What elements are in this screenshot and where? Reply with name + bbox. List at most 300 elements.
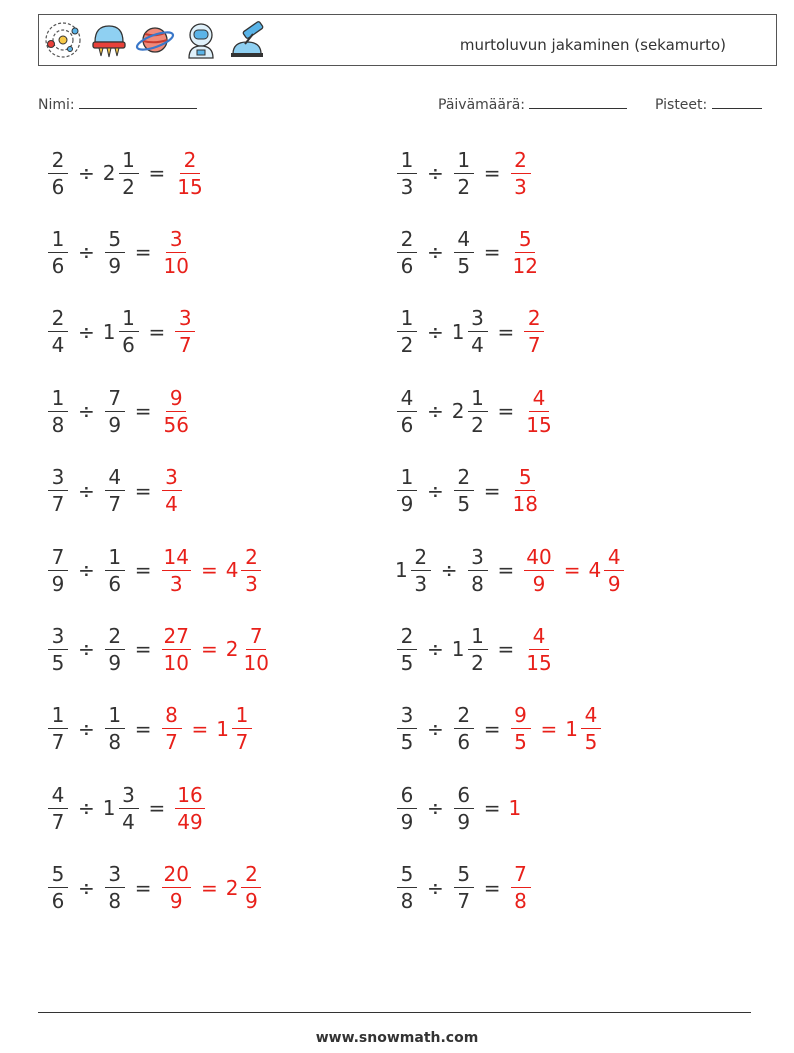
numerator: 3 (468, 547, 488, 571)
numerator: 4 (604, 547, 624, 571)
fraction (454, 862, 474, 914)
fraction (468, 623, 488, 675)
whole-number: 4 (225, 558, 239, 582)
numerator: 1 (397, 150, 417, 174)
denominator: 2 (122, 174, 135, 199)
denominator: 8 (108, 730, 122, 755)
fraction (162, 862, 191, 914)
numerator: 3 (175, 308, 195, 332)
divide-sign: ÷ (427, 875, 444, 900)
fraction (397, 862, 417, 914)
denominator: 10 (243, 650, 269, 675)
equals-sign: = (134, 399, 152, 424)
denominator: 4 (471, 333, 484, 358)
whole-number: 1 (102, 319, 116, 344)
denominator: 3 (400, 174, 414, 199)
numerator: 7 (246, 626, 266, 650)
problem-item (395, 697, 603, 761)
score-label: Pisteet: (655, 97, 708, 113)
footer-divider (38, 1012, 751, 1013)
denominator: 9 (169, 889, 183, 914)
denominator: 15 (526, 650, 552, 675)
denominator: 5 (51, 650, 65, 675)
divide-sign: ÷ (78, 796, 95, 821)
fraction (162, 385, 191, 437)
numerator: 9 (166, 388, 186, 412)
equals-sign: = (497, 558, 515, 582)
equals-sign: = (497, 399, 515, 424)
answer (160, 703, 255, 755)
numerator: 1 (119, 150, 139, 174)
denominator: 7 (108, 492, 122, 517)
numerator: 3 (119, 785, 139, 809)
problem-item (46, 856, 263, 920)
answer (509, 465, 542, 517)
fraction (48, 544, 68, 596)
problem-item (46, 459, 184, 523)
answer (160, 226, 193, 278)
numerator: 27 (163, 623, 189, 648)
answer (160, 862, 264, 914)
fraction (48, 465, 68, 517)
fraction (511, 147, 531, 199)
divide-sign: ÷ (78, 399, 95, 424)
fraction (175, 147, 204, 199)
score-blank[interactable] (712, 95, 762, 109)
numerator: 2 (105, 626, 125, 650)
equals-sign: = (134, 240, 152, 265)
numerator: 2 (48, 150, 68, 174)
fraction (511, 862, 531, 914)
fraction (105, 465, 125, 517)
fraction (105, 385, 125, 437)
fraction (241, 862, 261, 914)
denominator: 9 (108, 412, 122, 437)
fraction (511, 465, 540, 517)
denominator: 2 (471, 650, 484, 675)
numerator: 3 (166, 229, 186, 253)
fraction (48, 623, 68, 675)
fraction (511, 226, 540, 278)
fraction (105, 703, 125, 755)
answer-equals-sign: = (563, 558, 581, 582)
denominator: 5 (457, 253, 471, 278)
denominator: 3 (514, 174, 527, 199)
answer (509, 147, 533, 199)
numerator: 5 (397, 864, 417, 888)
fraction (397, 306, 417, 358)
fraction (604, 544, 624, 596)
answer (522, 544, 626, 596)
date-field (438, 95, 627, 113)
divide-sign: ÷ (427, 478, 444, 503)
fraction (48, 226, 68, 278)
divide-sign: ÷ (427, 319, 444, 344)
answer (509, 796, 523, 820)
denominator: 2 (457, 174, 471, 199)
numerator: 3 (48, 626, 68, 650)
fraction (397, 623, 417, 675)
date-blank[interactable] (529, 95, 627, 109)
numerator: 4 (529, 388, 549, 412)
problem-item (46, 379, 193, 443)
equals-sign: = (134, 637, 152, 662)
fraction (105, 226, 125, 278)
equals-sign: = (483, 478, 501, 503)
problem-item (395, 459, 542, 523)
answer (509, 226, 542, 278)
denominator: 7 (178, 333, 192, 358)
fraction (175, 782, 204, 834)
numerator: 1 (454, 150, 474, 174)
whole-number: 2 (225, 875, 239, 900)
fraction (48, 862, 68, 914)
problem-item (46, 617, 273, 681)
denominator: 18 (512, 492, 538, 517)
equals-sign: = (134, 875, 152, 900)
denominator: 3 (245, 571, 258, 596)
divide-sign: ÷ (427, 399, 444, 424)
denominator: 5 (400, 650, 414, 675)
numerator: 9 (511, 705, 531, 729)
answer (160, 544, 264, 596)
numerator: 1 (397, 308, 417, 332)
problem-item (46, 300, 197, 364)
fraction (48, 703, 68, 755)
equals-sign: = (148, 319, 166, 344)
fraction (397, 465, 417, 517)
denominator: 8 (471, 571, 484, 596)
numerator: 1 (397, 467, 417, 491)
fraction (162, 544, 191, 596)
numerator: 4 (105, 467, 125, 491)
problem-item (46, 141, 207, 205)
denominator: 4 (165, 492, 178, 517)
denominator: 9 (400, 809, 414, 834)
numerator: 5 (515, 467, 535, 491)
date-label: Päivämäärä: (438, 97, 525, 113)
fraction (397, 385, 417, 437)
fraction (454, 782, 474, 834)
denominator: 5 (400, 730, 414, 755)
numerator: 2 (397, 229, 417, 253)
fraction (524, 306, 544, 358)
fraction (162, 623, 191, 675)
numerator: 4 (397, 388, 417, 412)
numerator: 3 (397, 705, 417, 729)
numerator: 2 (454, 705, 474, 729)
numerator: 16 (177, 782, 203, 807)
numerator: 1 (48, 229, 68, 253)
answer (173, 306, 197, 358)
equals-sign: = (483, 875, 501, 900)
whole-number: 1 (102, 796, 116, 821)
denominator: 15 (526, 412, 552, 437)
numerator: 4 (581, 705, 601, 729)
divide-sign: ÷ (78, 716, 95, 741)
denominator: 4 (122, 809, 135, 834)
answer-equals-sign: = (540, 716, 558, 741)
fraction (48, 385, 68, 437)
numerator: 4 (48, 785, 68, 809)
fraction (468, 385, 488, 437)
denominator: 6 (51, 174, 65, 199)
denominator: 56 (163, 412, 189, 437)
divide-sign: ÷ (427, 716, 444, 741)
answer-equals-sign: = (200, 558, 218, 582)
denominator: 10 (163, 253, 189, 278)
header-icons (43, 20, 267, 60)
denominator: 8 (108, 889, 122, 914)
denominator: 7 (51, 730, 65, 755)
divide-sign: ÷ (440, 558, 458, 582)
divide-sign: ÷ (78, 161, 95, 185)
worksheet-title: murtoluvun jakaminen (sekamurto) (459, 36, 726, 54)
fraction (232, 703, 252, 755)
denominator: 10 (163, 650, 189, 675)
denominator: 6 (122, 333, 135, 358)
denominator: 6 (108, 571, 122, 596)
numerator: 5 (48, 864, 68, 888)
footer-url: www.snowmath.com (315, 1030, 479, 1046)
problem-item (395, 220, 542, 284)
answer-equals-sign: = (200, 637, 218, 662)
denominator: 3 (414, 571, 428, 596)
numerator: 2 (241, 864, 261, 888)
numerator: 3 (162, 467, 182, 491)
denominator: 5 (457, 492, 471, 517)
solar-system-icon (43, 20, 83, 60)
divide-sign: ÷ (78, 478, 95, 503)
answer (509, 862, 533, 914)
problem-item (395, 141, 533, 205)
fraction (162, 465, 182, 517)
denominator: 7 (457, 889, 471, 914)
numerator: 1 (48, 388, 68, 412)
equals-sign: = (134, 478, 152, 503)
denominator: 8 (514, 889, 527, 914)
fraction (105, 544, 125, 596)
numerator: 7 (48, 547, 68, 571)
worksheet-header (38, 14, 777, 66)
fraction (119, 147, 139, 199)
fraction (241, 544, 261, 596)
answer (522, 306, 546, 358)
denominator: 9 (400, 492, 414, 517)
answer (160, 465, 184, 517)
denominator: 7 (165, 730, 178, 755)
fraction (397, 703, 417, 755)
numerator: 2 (454, 467, 474, 491)
whole-number: 1 (451, 637, 465, 662)
fraction (119, 306, 139, 358)
divide-sign: ÷ (427, 637, 444, 662)
fraction (468, 544, 488, 596)
problem-item (395, 776, 522, 840)
fraction (524, 385, 553, 437)
fraction (454, 465, 474, 517)
spaceship-icon (89, 20, 129, 60)
denominator: 7 (51, 809, 65, 834)
numerator: 6 (454, 785, 474, 809)
denominator: 9 (457, 809, 471, 834)
fraction (454, 147, 474, 199)
problem-item (395, 856, 533, 920)
numerator: 4 (529, 626, 549, 650)
numerator: 8 (162, 705, 182, 729)
fraction (241, 623, 270, 675)
numerator: 1 (48, 705, 68, 729)
divide-sign: ÷ (78, 637, 95, 662)
problem-item (395, 538, 626, 602)
problem-item (395, 300, 546, 364)
denominator: 2 (471, 412, 484, 437)
answer-equals-sign: = (191, 716, 209, 741)
fraction (524, 544, 553, 596)
fraction (411, 544, 431, 596)
answer (509, 703, 604, 755)
denominator: 6 (51, 253, 65, 278)
equals-sign: = (483, 240, 501, 265)
numerator: 2 (180, 150, 200, 174)
denominator: 7 (527, 333, 541, 358)
numerator: 6 (397, 785, 417, 809)
denominator: 9 (245, 889, 258, 914)
numerator: 7 (105, 388, 125, 412)
answer-equals-sign: = (200, 875, 218, 900)
planet-icon (135, 20, 175, 60)
denominator: 6 (457, 730, 471, 755)
numerator: 2 (48, 308, 68, 332)
numerator: 5 (454, 864, 474, 888)
problem-item (46, 538, 263, 602)
fraction (524, 623, 553, 675)
fraction (162, 703, 182, 755)
numerator: 2 (397, 626, 417, 650)
whole-number: 2 (451, 399, 465, 424)
name-label: Nimi: (38, 97, 75, 113)
fraction (105, 623, 125, 675)
denominator: 15 (177, 174, 203, 199)
whole-number: 1 (508, 796, 522, 821)
fraction (119, 782, 139, 834)
numerator: 2 (511, 150, 531, 174)
astronaut-icon (181, 20, 221, 60)
telescope-icon (227, 20, 267, 60)
fraction (48, 782, 68, 834)
denominator: 9 (108, 650, 122, 675)
fraction (397, 226, 417, 278)
answer (160, 385, 193, 437)
whole-number: 2 (225, 637, 239, 662)
denominator: 6 (400, 412, 414, 437)
fraction (468, 306, 488, 358)
numerator: 7 (511, 864, 531, 888)
whole-number: 1 (395, 558, 408, 582)
divide-sign: ÷ (78, 240, 95, 265)
equals-sign: = (497, 319, 515, 344)
numerator: 2 (524, 308, 544, 332)
fraction (581, 703, 601, 755)
fraction (454, 226, 474, 278)
problem-item (46, 697, 254, 761)
denominator: 9 (51, 571, 65, 596)
denominator: 5 (584, 730, 598, 755)
fraction (105, 862, 125, 914)
divide-sign: ÷ (78, 319, 95, 344)
fraction (48, 306, 68, 358)
score-field (655, 95, 762, 113)
denominator: 2 (400, 333, 414, 358)
answer (173, 147, 206, 199)
answer (522, 385, 555, 437)
numerator: 1 (232, 705, 252, 729)
divide-sign: ÷ (427, 796, 444, 821)
equals-sign: = (134, 558, 152, 582)
equals-sign: = (148, 796, 166, 821)
name-blank[interactable] (79, 95, 197, 109)
denominator: 49 (177, 809, 203, 834)
whole-number: 2 (102, 161, 116, 185)
fraction (175, 306, 195, 358)
problem-item (46, 776, 207, 840)
denominator: 4 (51, 333, 65, 358)
numerator: 4 (454, 229, 474, 253)
denominator: 6 (400, 253, 414, 278)
denominator: 8 (51, 412, 65, 437)
fraction (48, 147, 68, 199)
equals-sign: = (134, 716, 152, 741)
fraction (162, 226, 191, 278)
numerator: 5 (515, 229, 535, 253)
fraction (397, 782, 417, 834)
numerator: 3 (468, 308, 488, 332)
problem-item (395, 379, 556, 443)
whole-number: 1 (216, 716, 230, 741)
denominator: 9 (532, 571, 546, 596)
numerator: 1 (468, 388, 488, 412)
numerator: 1 (105, 705, 125, 729)
fraction (511, 703, 531, 755)
numerator: 40 (526, 544, 552, 569)
denominator: 12 (512, 253, 538, 278)
numerator: 3 (48, 467, 68, 491)
equals-sign: = (148, 161, 166, 185)
fraction (397, 147, 417, 199)
denominator: 7 (235, 730, 249, 755)
answer (522, 623, 555, 675)
whole-number: 1 (451, 319, 465, 344)
divide-sign: ÷ (78, 558, 95, 582)
divide-sign: ÷ (427, 161, 444, 185)
numerator: 14 (163, 544, 189, 569)
equals-sign: = (483, 796, 501, 821)
numerator: 1 (119, 308, 139, 332)
numerator: 2 (241, 547, 261, 571)
answer (160, 623, 273, 675)
numerator: 20 (163, 862, 189, 887)
numerator: 1 (468, 626, 488, 650)
fraction (454, 703, 474, 755)
denominator: 6 (51, 889, 65, 914)
problem-item (395, 617, 556, 681)
denominator: 5 (514, 730, 527, 755)
numerator: 1 (105, 547, 125, 571)
equals-sign: = (497, 637, 515, 662)
divide-sign: ÷ (78, 875, 95, 900)
equals-sign: = (483, 716, 501, 741)
denominator: 3 (169, 571, 183, 596)
